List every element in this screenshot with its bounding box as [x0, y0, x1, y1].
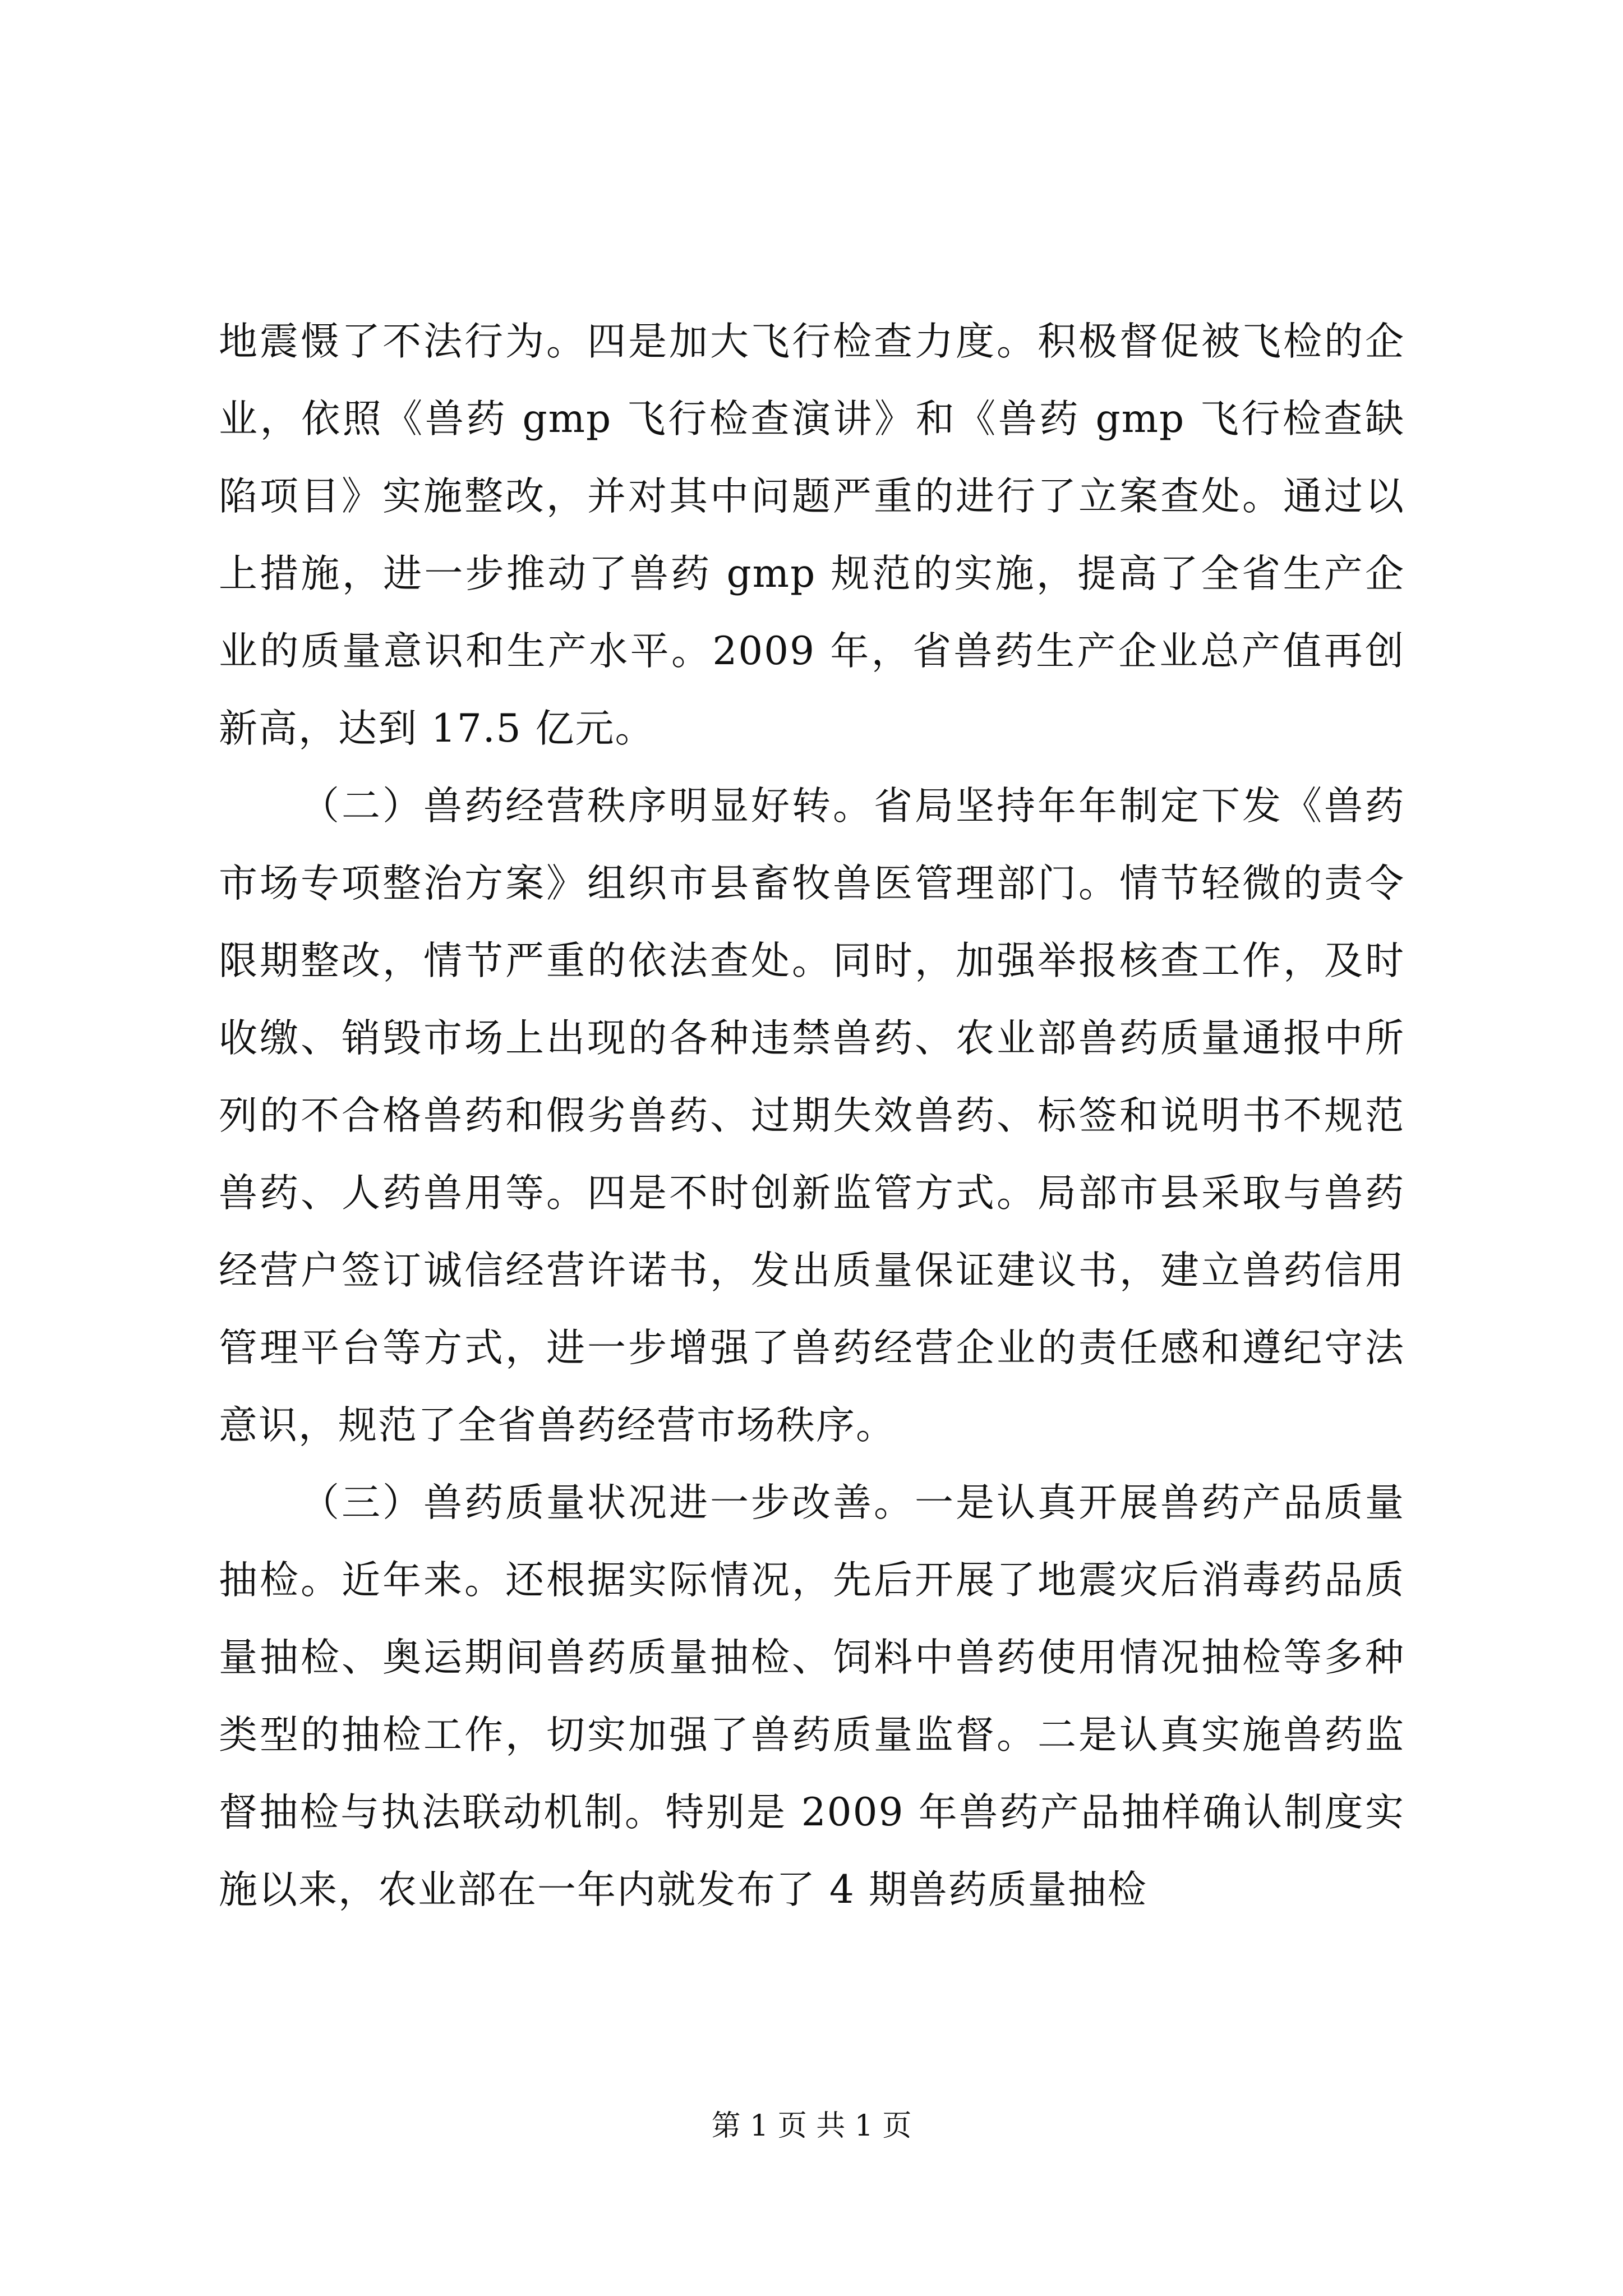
- paragraph-2: （二）兽药经营秩序明显好转。省局坚持年年制定下发《兽药市场专项整治方案》组织市县畜牧兽医管理部门。情节轻微的责令限期整改，情节严重的依法查处。同时，加强举报核查工作，及时收缴、销毁市场上出现的各种违禁兽药、农业部兽药质量通报中所列的不合格兽药和假劣兽药、过期失效兽药、标签和说明书不规范兽药、人药兽用等。四是不时创新监管方式。局部市县采取与兽药经营户签订诚信经营许诺书，发出质量保证建议书，建立兽药信用管理平台等方式，进一步增强了兽药经营企业的责任感和遵纪守法意识，规范了全省兽药经营市场秩序。: [219, 784, 1405, 1448]
- paragraph-3: （三）兽药质量状况进一步改善。一是认真开展兽药产品质量抽检。近年来。还根据实际情况，先后开展了地震灾后消毒药品质量抽检、奥运期间兽药质量抽检、饲料中兽药使用情况抽检等多种类型的抽检工作，切实加强了兽药质量监督。二是认真实施兽药监督抽检与执法联动机制。特别是 2009 年兽药产品抽样确认制度实施以来，农业部在一年内就发布了 4 期兽药质量抽检: [219, 1480, 1405, 1912]
- paragraph-1: 地震慑了不法行为。四是加大飞行检查力度。积极督促被飞检的企业，依照《兽药 gmp 飞行检查演讲》和《兽药 gmp 飞行检查缺陷项目》实施整改，并对其中问题严重的进行了立案查处。通过以上措施，进一步推动了兽药 gmp 规范的实施，提高了全省生产企业的质量意识和生产水平。2009 年，省兽药生产企业总产值再创新高，达到 17.5 亿元。: [219, 319, 1405, 751]
- document-body: [219, 303, 1405, 1929]
- page-footer: 第 1 页 共 1 页: [711, 2109, 912, 2143]
